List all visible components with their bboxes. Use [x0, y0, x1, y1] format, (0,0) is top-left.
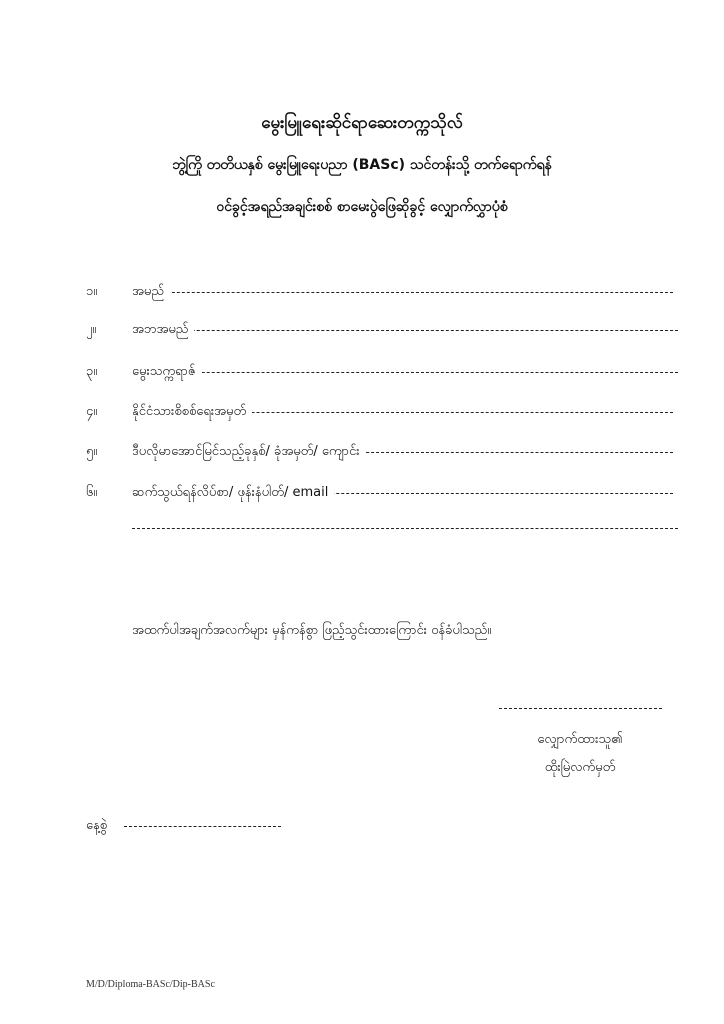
- form-code: M/D/Diploma-BASc/Dip-BASc: [86, 979, 215, 990]
- field-number: ၁။: [86, 284, 98, 299]
- field-label: မွေးသက္ကရာဇ်: [132, 363, 202, 382]
- declaration-text: အထက်ပါအချက်အလက်များ မှန်ကန်စွာ ဖြည့်သွင်းထားကြောင်း ဝန်ခံပါသည်။: [132, 623, 492, 638]
- field-date-of-birth: [0, 360, 724, 384]
- field-label: အမည်: [132, 283, 170, 302]
- name-fill-line[interactable]: [132, 292, 673, 293]
- date-of-birth-fill-line[interactable]: [132, 372, 678, 373]
- field-father-name: [0, 318, 724, 342]
- field-number: ၅။: [86, 444, 98, 459]
- field-number: ၄။: [86, 404, 98, 419]
- field-number: ၆။: [86, 485, 98, 500]
- date-label: နေ့စွဲ: [86, 818, 108, 833]
- field-name: [0, 280, 724, 304]
- signature-label: ထိုးမြဲလက်မှတ်: [544, 760, 616, 775]
- course-subtitle: ဘွဲ့ကြို တတိယနှစ် မွေးမြူရေးပညာ (BASc) သင်တန်းသို့ တက်ရောက်ရန်: [172, 157, 552, 173]
- field-nrc-number: [0, 400, 724, 424]
- applicant-label: လျှောက်ထားသူ၏: [537, 732, 623, 747]
- form-title: ဝင်ခွင့်အရည်အချင်းစစ် စာမေးပွဲဖြေဆိုခွင့် လျှောက်လွှာပုံစံ: [216, 199, 508, 215]
- university-title: မွေးမြူရေးဆိုင်ရာဆေးတက္ကသိုလ်: [261, 113, 463, 133]
- father-name-fill-line[interactable]: [132, 330, 678, 331]
- contact-extra-fill-line[interactable]: [132, 528, 678, 529]
- signature-line[interactable]: [499, 708, 662, 709]
- field-label: နိုင်ငံသားစိစစ်ရေးအမှတ်: [132, 403, 252, 422]
- field-contact: [0, 481, 724, 505]
- field-number: ၂။: [86, 322, 97, 337]
- field-diploma-details: [0, 440, 724, 464]
- field-label: ဆက်သွယ်ရန်လိပ်စာ/ ဖုန်းနံပါတ်/ email: [132, 484, 334, 503]
- date-fill-line[interactable]: [124, 826, 281, 827]
- field-label: အဘအမည်: [132, 321, 194, 340]
- field-label: ဒီပလိုမာအောင်မြင်သည့်ခုနှစ်/ ခုံအမှတ်/ ကျောင်း: [132, 443, 366, 462]
- field-number: ၃။: [86, 364, 98, 379]
